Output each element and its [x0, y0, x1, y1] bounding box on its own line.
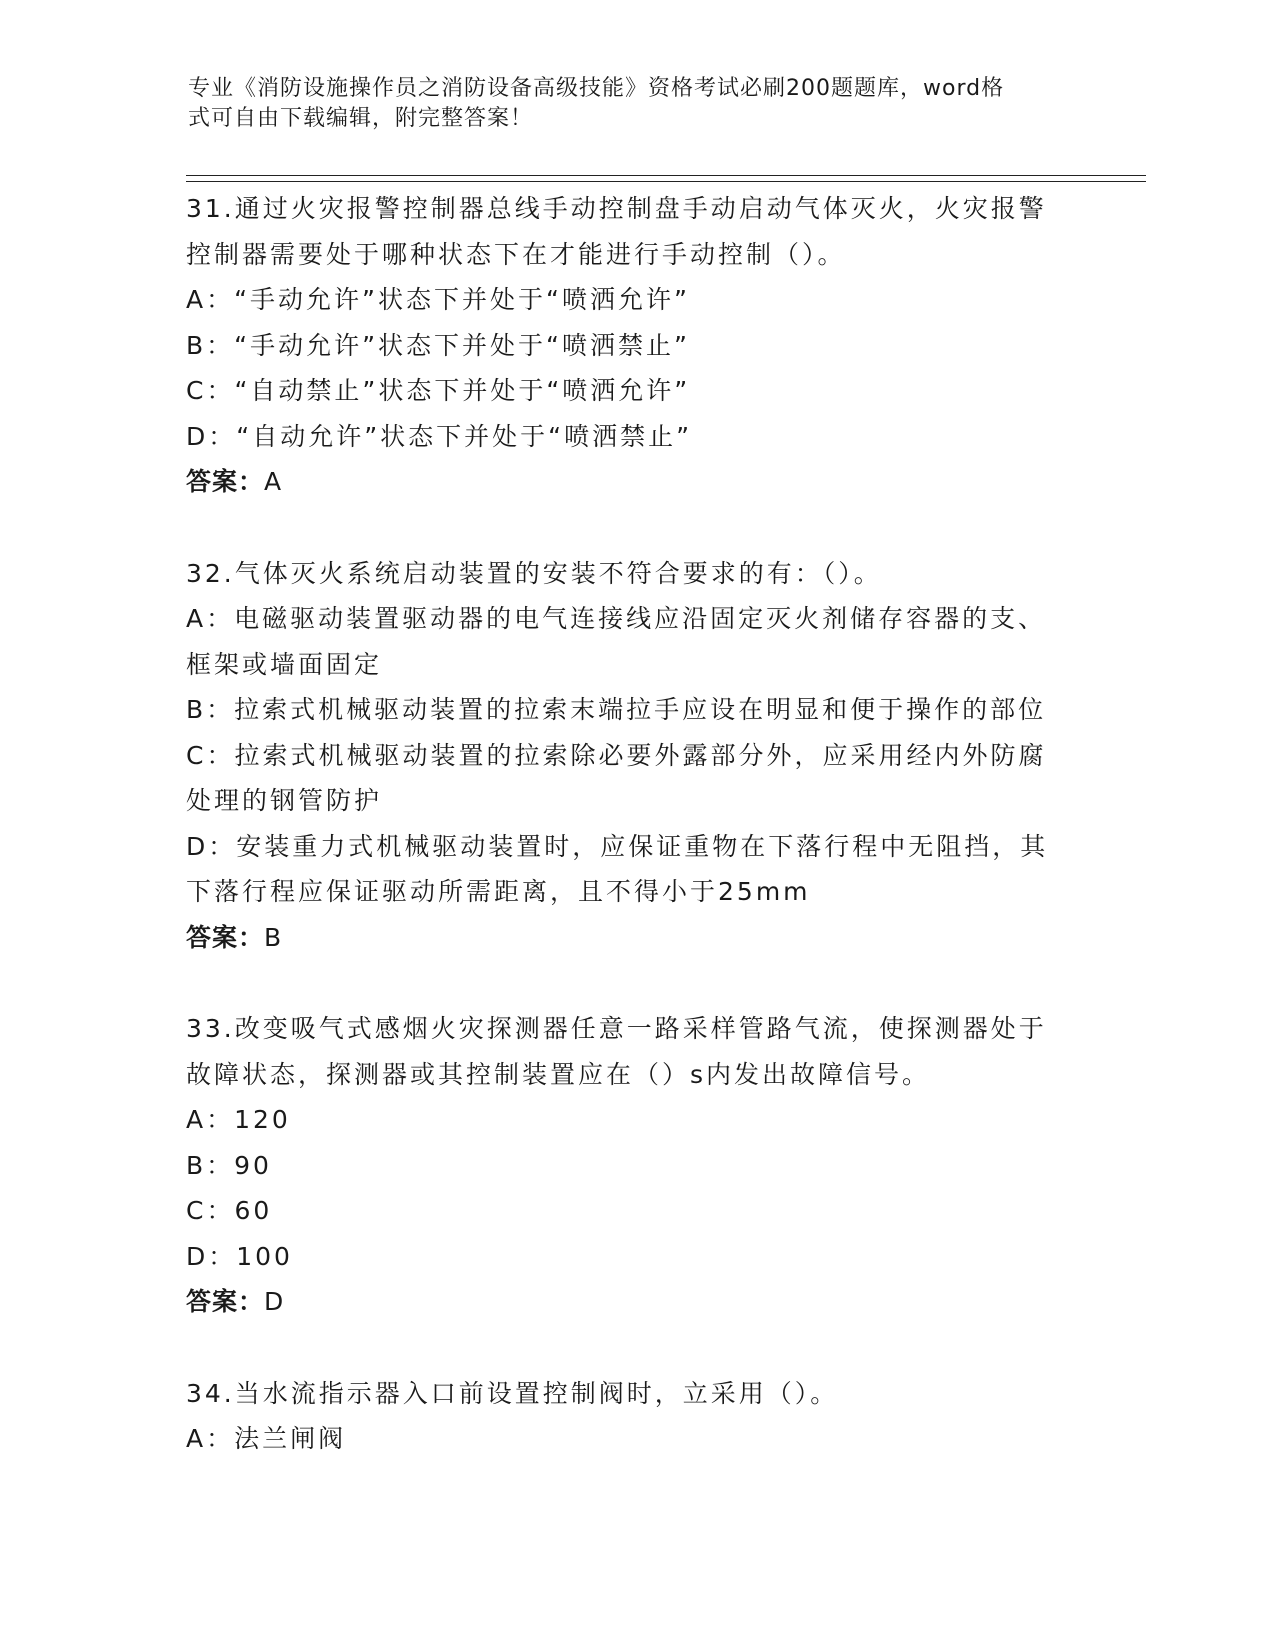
- option-b: B：90: [186, 1150, 272, 1180]
- answer-value: B: [264, 922, 283, 952]
- option-a-continued: 框架或墙面固定: [186, 649, 383, 679]
- question-stem-line: 31.通过火灾报警控制器总线手动控制盘手动启动气体灭火，火灾报警: [186, 194, 1047, 223]
- header-line-1: 专业《消防设施操作员之消防设备高级技能》资格考试必刷200题题库，word格: [188, 76, 1005, 101]
- header-line-2: 式可自由下载编辑，附完整答案！: [188, 106, 534, 131]
- document-header: [188, 74, 1068, 134]
- answer-line: [186, 915, 1086, 961]
- question-stem-line: 32.气体灭火系统启动装置的安装不符合要求的有：（）。: [186, 558, 882, 588]
- option-b: B：拉索式机械驱动装置的拉索末端拉手应设在明显和便于操作的部位: [186, 695, 1047, 724]
- option-d: D：“自动允许”状态下并处于“喷洒禁止”: [186, 421, 693, 451]
- question-31: [186, 186, 1086, 505]
- option-c-continued: 处理的钢管防护: [186, 786, 383, 815]
- option-a: A：“手动允许”状态下并处于“喷洒允许”: [186, 285, 690, 314]
- question-stem-line: 33.改变吸气式感烟火灾探测器任意一路采样管路气流，使探测器处于: [186, 1014, 1047, 1043]
- option-a: A：电磁驱动装置驱动器的电气连接线应沿固定灭火剂储存容器的支、: [186, 604, 1047, 633]
- header-divider-top: [186, 175, 1146, 176]
- answer-label: 答案：: [186, 467, 265, 496]
- answer-value: D: [264, 1287, 285, 1316]
- option-a: A：法兰闸阀: [186, 1424, 347, 1453]
- header-divider-bottom: [186, 181, 1146, 182]
- question-stem-line: 控制器需要处于哪种状态下在才能进行手动控制（）。: [186, 239, 846, 269]
- question-34: [186, 1371, 1086, 1462]
- answer-label: 答案：: [186, 922, 265, 952]
- question-list: [186, 186, 1086, 1508]
- option-b: B：“手动允许”状态下并处于“喷洒禁止”: [186, 330, 690, 360]
- option-d: D：安装重力式机械驱动装置时，应保证重物在下落行程中无阻挡，其: [186, 831, 1049, 861]
- option-c: C：60: [186, 1196, 273, 1225]
- answer-value: A: [264, 467, 283, 496]
- question-stem-line: 故障状态，探测器或其控制装置应在（）s内发出故障信号。: [186, 1059, 931, 1089]
- option-d-continued: 下落行程应保证驱动所需距离，且不得小于25mm: [186, 877, 811, 906]
- option-a: A：120: [186, 1105, 291, 1134]
- answer-line: [186, 1279, 1086, 1325]
- option-c: C：“自动禁止”状态下并处于“喷洒允许”: [186, 376, 691, 405]
- option-c: C：拉索式机械驱动装置的拉索除必要外露部分外，应采用经内外防腐: [186, 740, 1047, 770]
- question-32: [186, 551, 1086, 961]
- answer-label: 答案：: [186, 1287, 265, 1316]
- option-d: D：100: [186, 1241, 293, 1271]
- question-33: [186, 1006, 1086, 1325]
- question-stem-line: 34.当水流指示器入口前设置控制阀时，立采用（）。: [186, 1378, 839, 1408]
- answer-line: [186, 459, 1086, 505]
